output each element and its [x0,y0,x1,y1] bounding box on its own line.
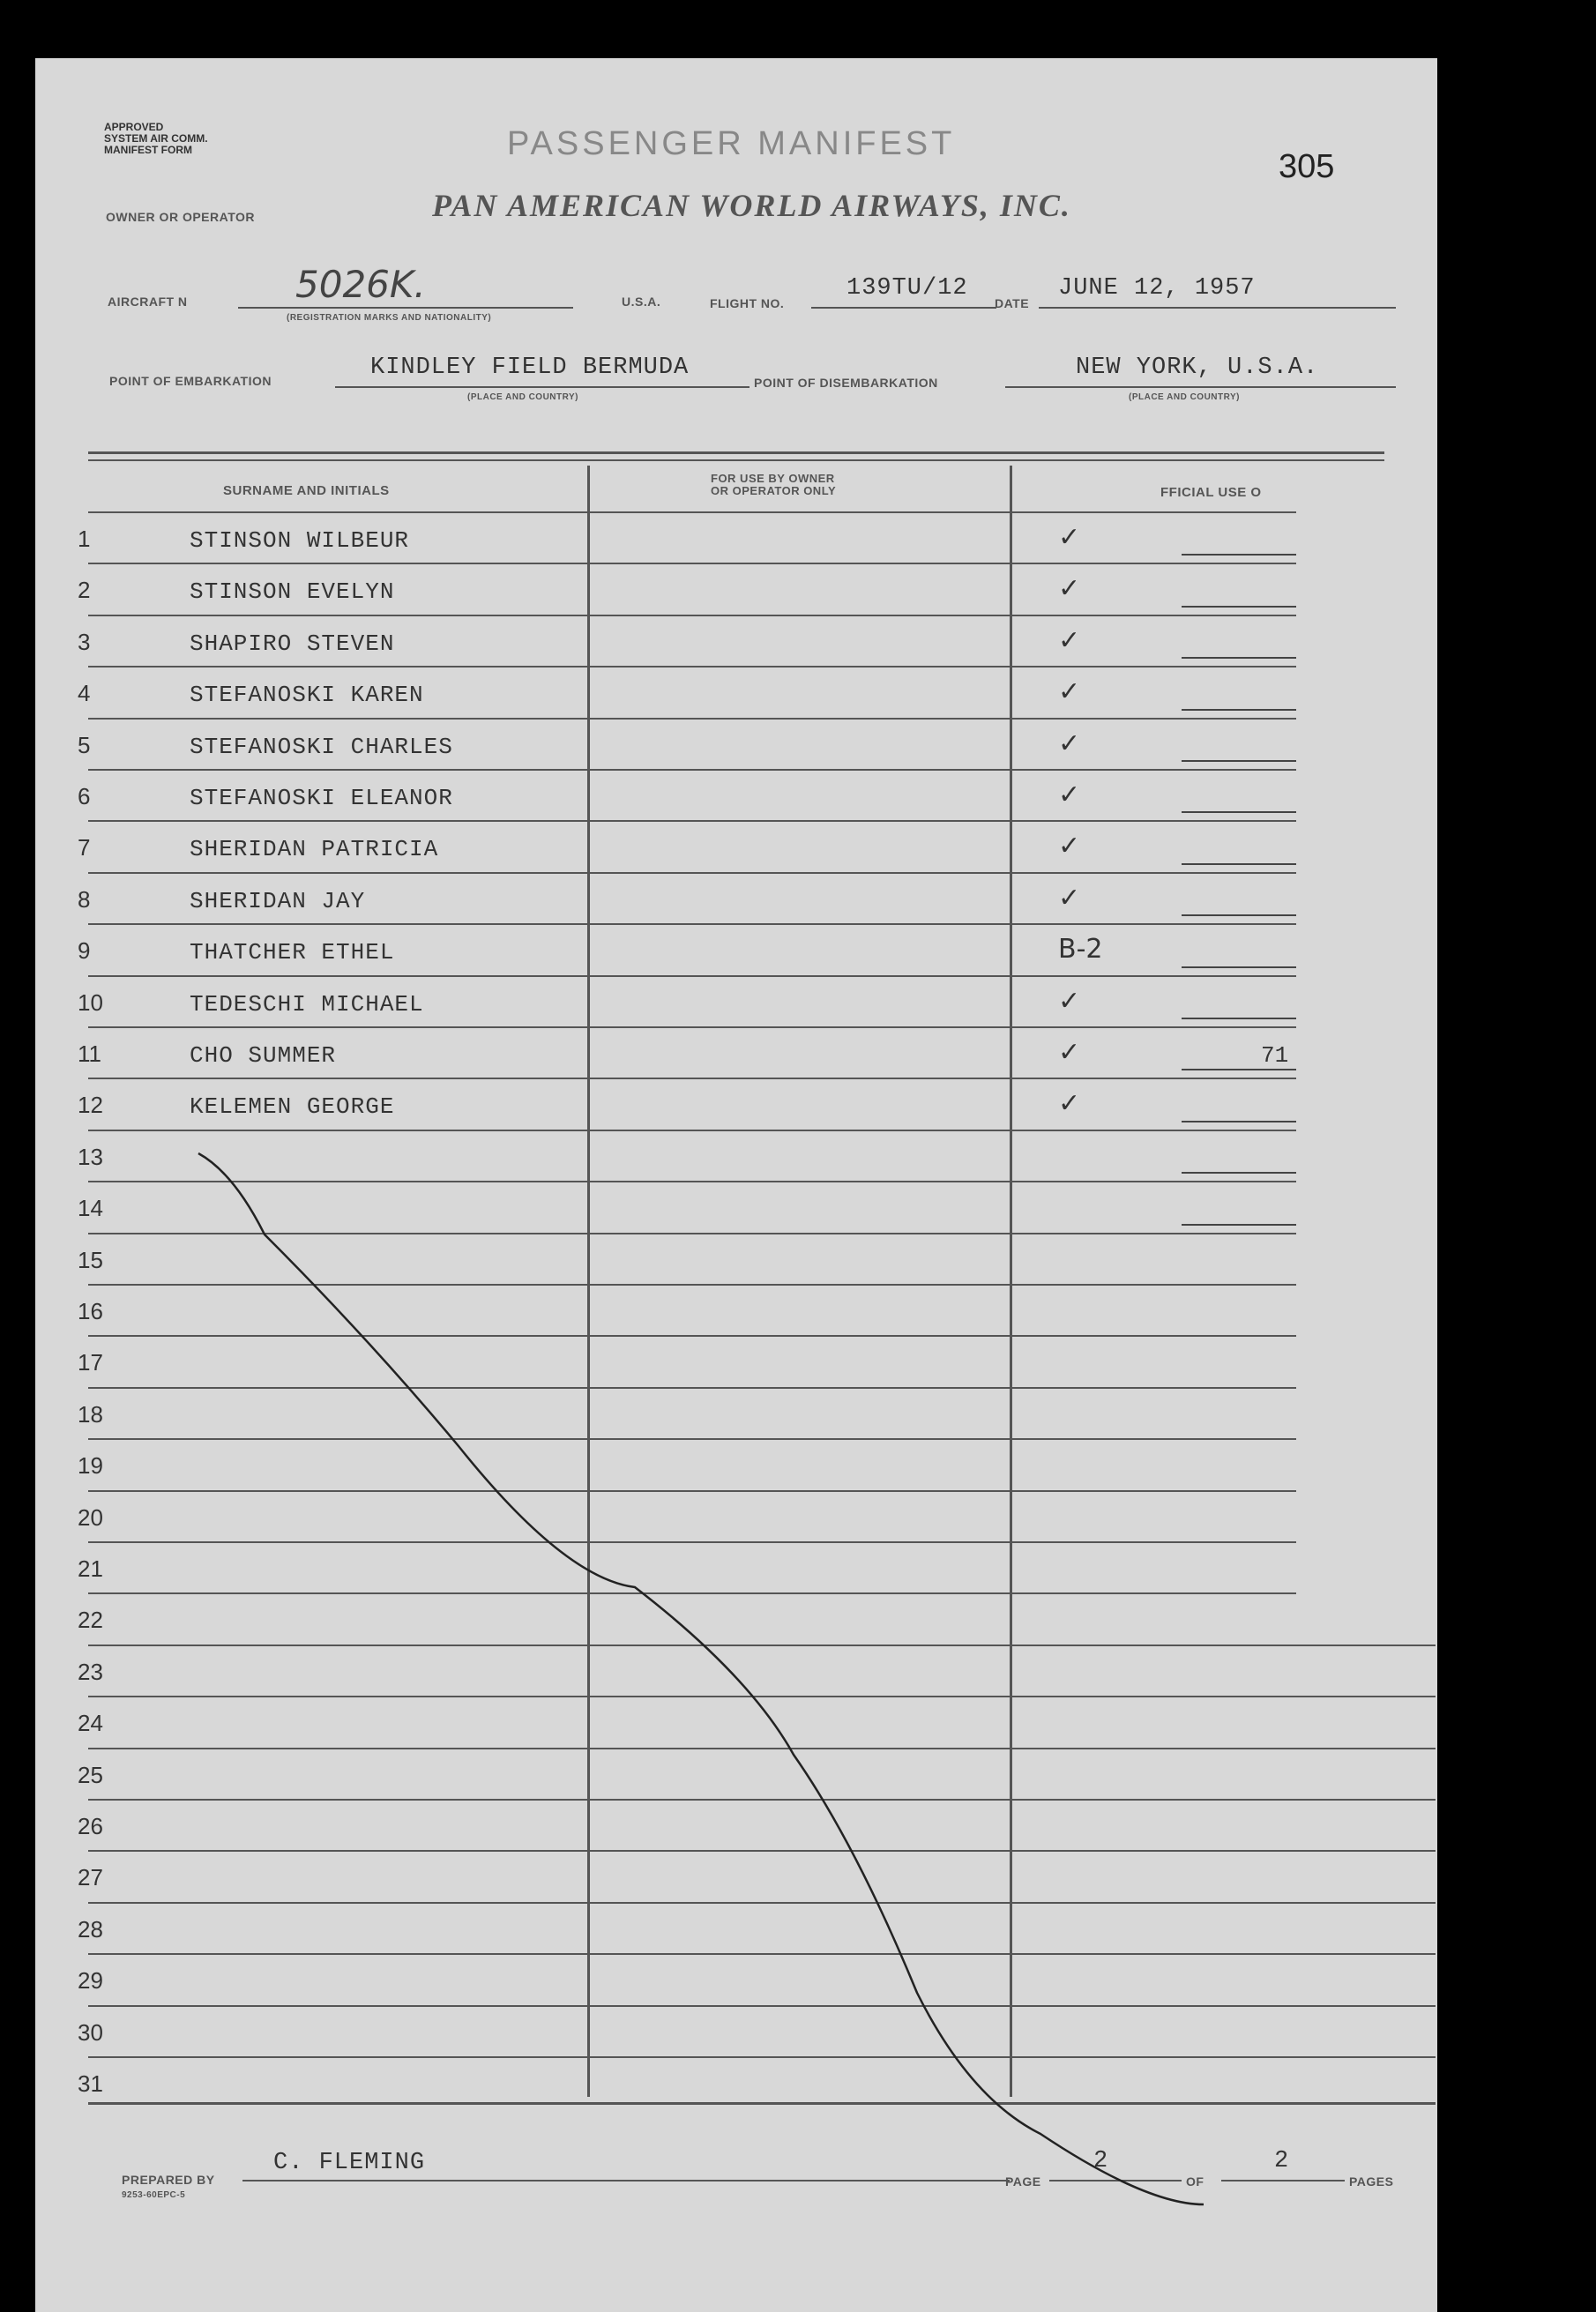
row-number: 6 [78,783,91,809]
pages-label: PAGES [1349,2174,1394,2189]
check-mark: ✓ [1058,831,1081,861]
row-number: 5 [78,732,91,758]
aircraft-value: 5026K. [295,263,426,306]
check-mark: ✓ [1058,522,1081,553]
row-number: 4 [78,680,91,706]
check-mark: ✓ [1058,1088,1081,1119]
disembark-caption: (PLACE AND COUNTRY) [1129,392,1240,402]
row-number: 13 [78,1144,103,1170]
airline-name: PAN AMERICAN WORLD AIRWAYS, INC. [432,188,1071,223]
row-number: 26 [78,1813,103,1839]
row-number: 18 [78,1401,103,1428]
row-number: 1 [78,526,91,552]
passenger-name: SHAPIRO STEVEN [190,630,395,657]
row-number: 30 [78,2019,103,2046]
col-owner-line-2: OR OPERATOR ONLY [711,484,837,497]
row-number: 15 [78,1247,103,1273]
stamp-line-2: SYSTEM AIR COMM. [104,132,208,145]
page-number: 305 [1279,148,1335,185]
col-surname-header: SURNAME AND INITIALS [223,483,390,498]
of-value: 2 [1274,2148,1290,2174]
check-mark: ✓ [1058,676,1081,707]
registration-caption: (REGISTRATION MARKS AND NATIONALITY) [287,313,492,323]
passenger-name: STINSON EVELYN [190,578,395,605]
prepared-label: PREPARED BY [122,2173,215,2187]
check-mark: ✓ [1058,573,1081,604]
passenger-name: CHO SUMMER [190,1042,337,1069]
disembark-value: NEW YORK, U.S.A. [1076,354,1319,381]
row-number: 3 [78,629,91,655]
form-code: 9253-60EPC-5 [122,2190,186,2200]
of-label: OF [1186,2174,1204,2189]
passenger-name: STEFANOSKI KAREN [190,682,424,708]
row-number: 2 [78,577,91,603]
check-mark: ✓ [1058,779,1081,810]
usa-label: U.S.A. [622,295,661,309]
flight-value: 139TU/12 [846,275,968,302]
passenger-name: THATCHER ETHEL [190,939,395,966]
embark-value: KINDLEY FIELD BERMUDA [370,354,690,381]
row-number: 12 [78,1092,103,1118]
owner-label: OWNER OR OPERATOR [106,210,255,224]
check-mark: B-2 [1058,934,1103,965]
prepared-value: C. FLEMING [273,2150,426,2176]
row-number: 10 [78,989,103,1016]
row-number: 25 [78,1762,103,1788]
row-number: 24 [78,1710,103,1736]
col-owner-line-1: FOR USE BY OWNER [711,472,835,485]
row-number: 11 [78,1040,101,1067]
disembark-label: POINT OF DISEMBARKATION [754,376,938,390]
row-number: 9 [78,937,91,964]
page-value: 2 [1093,2148,1109,2174]
passenger-name: SHERIDAN PATRICIA [190,836,439,862]
col-official-header: FFICIAL USE O [1160,485,1262,500]
passenger-name: TEDESCHI MICHAEL [190,991,424,1018]
row-number: 21 [78,1555,103,1582]
page-title: PASSENGER MANIFEST [507,125,956,162]
check-mark: ✓ [1058,883,1081,914]
check-mark: ✓ [1058,1037,1081,1068]
passenger-name: STINSON WILBEUR [190,527,410,554]
row-number: 8 [78,886,91,913]
row-number: 14 [78,1195,103,1221]
passenger-name: SHERIDAN JAY [190,888,366,914]
row-number: 31 [78,2070,103,2097]
embark-label: POINT OF EMBARKATION [109,374,272,388]
date-label: DATE [995,296,1030,310]
row-number: 23 [78,1659,103,1685]
aircraft-label: AIRCRAFT N [108,295,188,309]
row-number: 22 [78,1607,103,1633]
passenger-name: STEFANOSKI CHARLES [190,734,453,760]
row-number: 19 [78,1452,103,1479]
row-number: 16 [78,1298,103,1324]
stamp-line-1: APPROVED [104,121,164,133]
row-number: 27 [78,1864,103,1891]
passenger-name: KELEMEN GEORGE [190,1093,395,1120]
row-number: 20 [78,1504,103,1531]
check-mark: ✓ [1058,625,1081,656]
embark-caption: (PLACE AND COUNTRY) [467,392,578,402]
row-number: 7 [78,834,91,861]
official-use-value: 71 [1261,1042,1289,1069]
row-number: 29 [78,1967,103,1994]
date-value: JUNE 12, 1957 [1058,275,1256,302]
page-label: PAGE [1005,2174,1041,2189]
stamp-line-3: MANIFEST FORM [104,144,192,156]
check-mark: ✓ [1058,986,1081,1017]
flight-label: FLIGHT NO. [710,296,785,310]
passenger-name: STEFANOSKI ELEANOR [190,785,453,811]
check-mark: ✓ [1058,728,1081,759]
row-number: 28 [78,1916,103,1943]
row-number: 17 [78,1349,103,1376]
